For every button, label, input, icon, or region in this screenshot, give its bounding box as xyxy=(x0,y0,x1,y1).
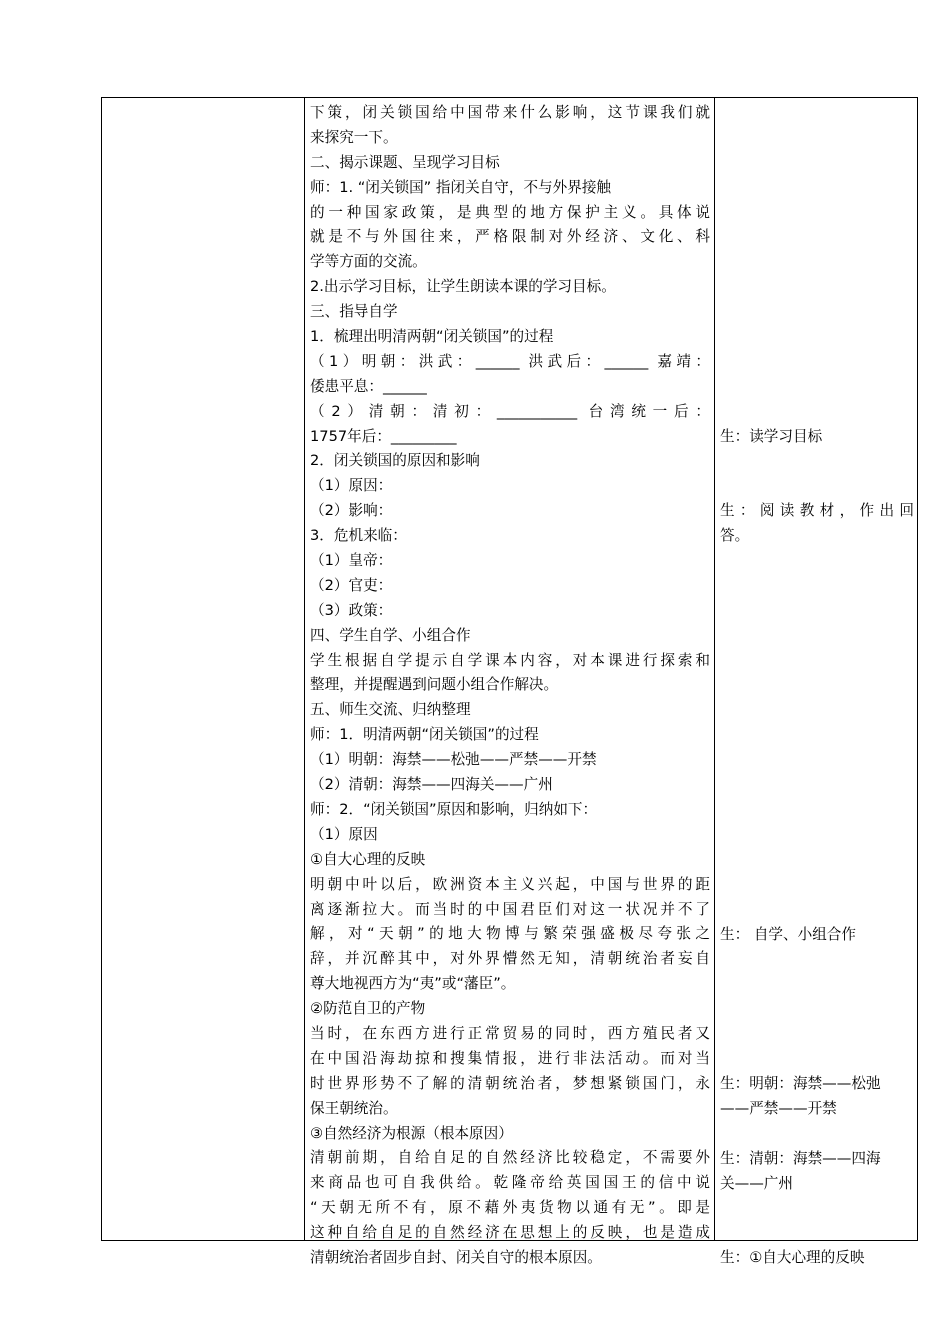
student-response-line: 生：读学习目标 xyxy=(720,427,823,445)
text-line: 清朝统治者固步自封、闭关自守的根本原因。 xyxy=(310,1248,602,1266)
text-line: 保王朝统治。 xyxy=(310,1099,398,1117)
text-line: （3）政策： xyxy=(310,601,393,619)
text-line: （1）原因 xyxy=(310,825,378,843)
text-line: 整理，并提醒遇到问题小组合作解决。 xyxy=(310,676,559,694)
text-line: 下策，闭关锁国给中国带来什么影响，这节课我们就 xyxy=(310,104,710,121)
student-response-line: 答。 xyxy=(720,527,750,545)
text-line: 三、指导自学 xyxy=(310,303,398,321)
text-line: 倭患平息：______ xyxy=(310,377,427,395)
text-line: 在中国沿海劫掠和搜集情报，进行非法活动。而对当 xyxy=(310,1049,710,1067)
text-line: （2）官吏： xyxy=(310,576,393,594)
text-line: 来商品也可自我供给。乾隆帝给英国国王的信中说 xyxy=(310,1174,710,1192)
student-response-line: 生：明朝：海禁——松弛 xyxy=(720,1075,881,1093)
text-line: 离逐渐拉大。而当时的中国君臣们对这一状况并不了 xyxy=(310,900,710,918)
text-line: 学等方面的交流。 xyxy=(310,253,427,271)
text-line: 2.出示学习目标，让学生朗读本课的学习目标。 xyxy=(310,278,616,296)
student-response-line: ——严禁——开禁 xyxy=(720,1100,837,1117)
text-line: 清朝前期，自给自足的自然经济比较稳定，不需要外 xyxy=(310,1149,710,1167)
teaching-process-column xyxy=(310,98,710,1271)
text-line: 五、师生交流、归纳整理 xyxy=(310,701,471,719)
column-divider-left xyxy=(304,98,305,1240)
text-line: 2．闭关锁国的原因和影响 xyxy=(310,452,480,470)
text-line: ③自然经济为根源（根本原因） xyxy=(310,1124,513,1142)
text-line: 二、揭示课题、呈现学习目标 xyxy=(310,153,500,171)
student-response-line: 生：①自大心理的反映 xyxy=(720,1249,865,1267)
text-line: ②防范自卫的产物 xyxy=(310,1000,426,1018)
student-response-line: 生：阅读教材，作出回 xyxy=(720,502,914,520)
text-line: （2）影响： xyxy=(310,502,393,520)
text-line: （2）清朝：海禁——四海关——广州 xyxy=(310,776,553,794)
text-line: 学生根据自学提示自学课本内容，对本课进行探索和 xyxy=(310,651,710,669)
text-line: 尊大地视西方为“夷”或“藩臣”。 xyxy=(310,975,516,993)
text-line: 的一种国家政策，是典型的地方保护主义。具体说 xyxy=(310,203,710,221)
text-line: 明朝中叶以后，欧洲资本主义兴起，中国与世界的距 xyxy=(310,875,710,893)
text-line: （1）明朝：海禁——松弛——严禁——开禁 xyxy=(310,751,597,769)
column-divider-right xyxy=(714,98,715,1240)
text-line: 辞，并沉醉其中，对外界懵然无知，清朝统治者妄自 xyxy=(310,950,710,968)
text-line: 师：1．明清两朝“闭关锁国”的过程 xyxy=(310,726,539,744)
text-line: （2）清朝：清初：___________ 台湾统一后： xyxy=(310,402,710,420)
lesson-table xyxy=(101,97,918,1267)
text-line: 时世界形势不了解的清朝统治者，梦想紧锁国门，永 xyxy=(310,1074,710,1092)
text-line: （1）原因： xyxy=(310,477,393,495)
text-line: 师：1. “闭关锁国” 指闭关自守，不与外界接触 xyxy=(310,178,612,196)
text-line: “天朝无所不有，原不藉外夷货物以通有无”。即是 xyxy=(310,1199,710,1217)
text-line: （1）皇帝： xyxy=(310,552,393,570)
text-line: 当时，在东西方进行正常贸易的同时，西方殖民者又 xyxy=(310,1024,710,1042)
text-line: 解，对“天朝”的地大物博与繁荣强盛极尽夸张之 xyxy=(310,925,710,943)
student-response-line: 生：清朝：海禁——四海 xyxy=(720,1149,881,1167)
text-line: 1757年后：_________ xyxy=(310,427,457,445)
text-line: 师：2．“闭关锁国”原因和影响，归纳如下： xyxy=(310,800,598,818)
text-line: ①自大心理的反映 xyxy=(310,850,426,868)
text-line: 就是不与外国往来，严格限制对外经济、文化、科 xyxy=(310,228,710,246)
text-line: 3．危机来临： xyxy=(310,527,407,545)
text-line: 四、学生自学、小组合作 xyxy=(310,626,471,644)
text-line: （1）明朝：洪武：______ 洪武后：______ 嘉靖： xyxy=(310,352,710,370)
text-line: 来探究一下。 xyxy=(310,128,398,146)
text-line: 这种自给自足的自然经济在思想上的反映，也是造成 xyxy=(310,1224,710,1242)
student-response-line: 生： 自学、小组合作 xyxy=(720,925,856,943)
student-response-line: 关——广州 xyxy=(720,1174,793,1192)
text-line: 1．梳理出明清两朝“闭关锁国”的过程 xyxy=(310,328,554,346)
